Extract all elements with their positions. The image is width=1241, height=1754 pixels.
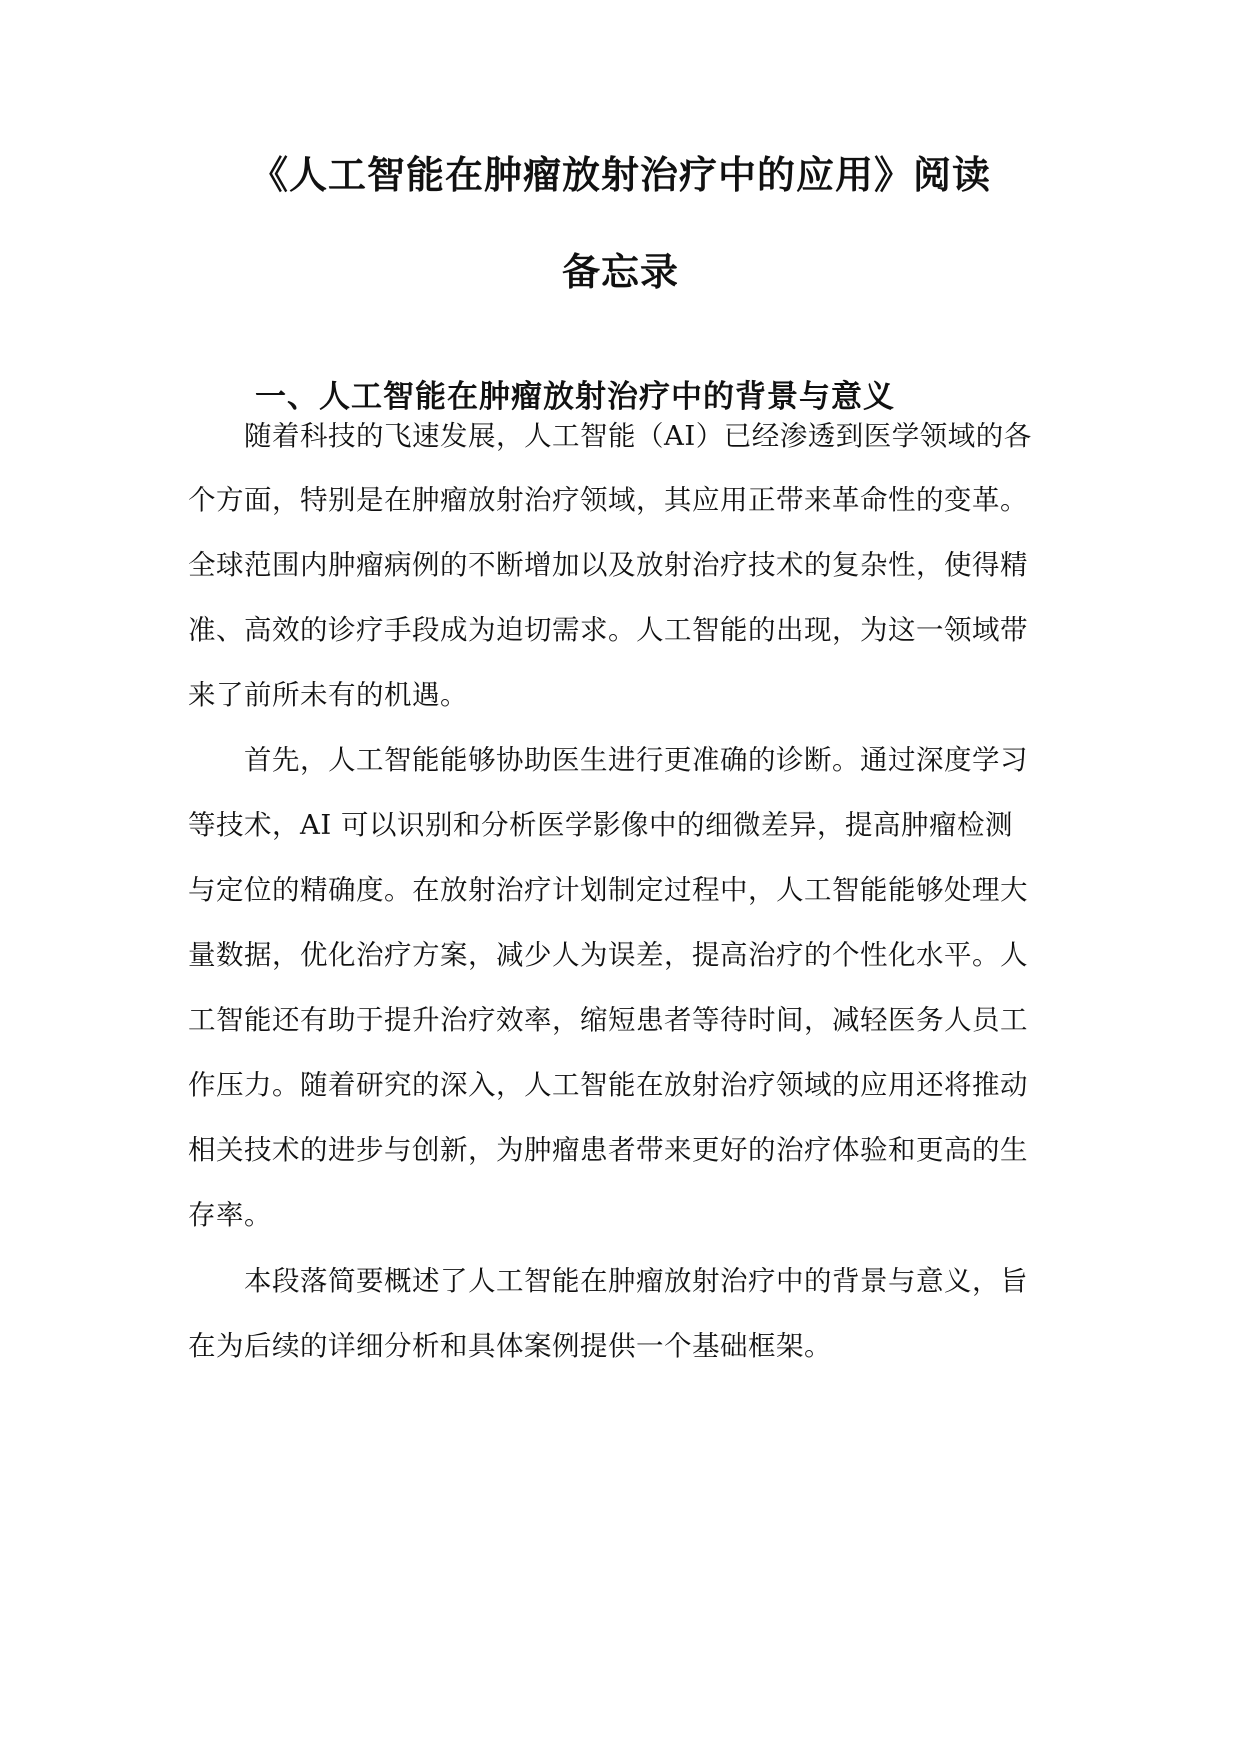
paragraph-line: 工智能还有助于提升治疗效率，缩短患者等待时间，减轻医务人员工 [188,1004,1028,1036]
document-title-line1: 《人工智能在肿瘤放射治疗中的应用》阅读 [249,152,991,197]
paragraph-line: 相关技术的进步与创新，为肿瘤患者带来更好的治疗体验和更高的生 [188,1134,1028,1166]
paragraph-line: 量数据，优化治疗方案，减少人为误差，提高治疗的个性化水平。人 [188,939,1028,971]
paragraph-line: 等技术，AI 可以识别和分析医学影像中的细微差异，提高肿瘤检测 [188,809,1013,841]
section-heading: 一、人工智能在肿瘤放射治疗中的背景与意义 [255,379,895,415]
paragraph-line: 来了前所未有的机遇。 [188,679,468,711]
paragraph-line: 与定位的精确度。在放射治疗计划制定过程中，人工智能能够处理大 [188,874,1028,906]
paragraph-line: 准、高效的诊疗手段成为迫切需求。人工智能的出现，为这一领域带 [188,614,1028,646]
paragraph-line: 个方面，特别是在肿瘤放射治疗领域，其应用正带来革命性的变革。 [188,484,1028,516]
paragraph-line: 在为后续的详细分析和具体案例提供一个基础框架。 [188,1330,832,1362]
paragraph-line: 首先，人工智能能够协助医生进行更准确的诊断。通过深度学习 [244,744,1028,776]
paragraph-line: 作压力。随着研究的深入，人工智能在放射治疗领域的应用还将推动 [188,1069,1028,1101]
paragraph-line: 本段落简要概述了人工智能在肿瘤放射治疗中的背景与意义，旨 [244,1265,1028,1297]
paragraph-line: 全球范围内肿瘤病例的不断增加以及放射治疗技术的复杂性，使得精 [188,549,1028,581]
paragraph-line: 随着科技的飞速发展，人工智能（AI）已经渗透到医学领域的各 [244,420,1032,452]
paragraph-line: 存率。 [188,1199,272,1231]
document-title-line2: 备忘录 [561,249,679,294]
